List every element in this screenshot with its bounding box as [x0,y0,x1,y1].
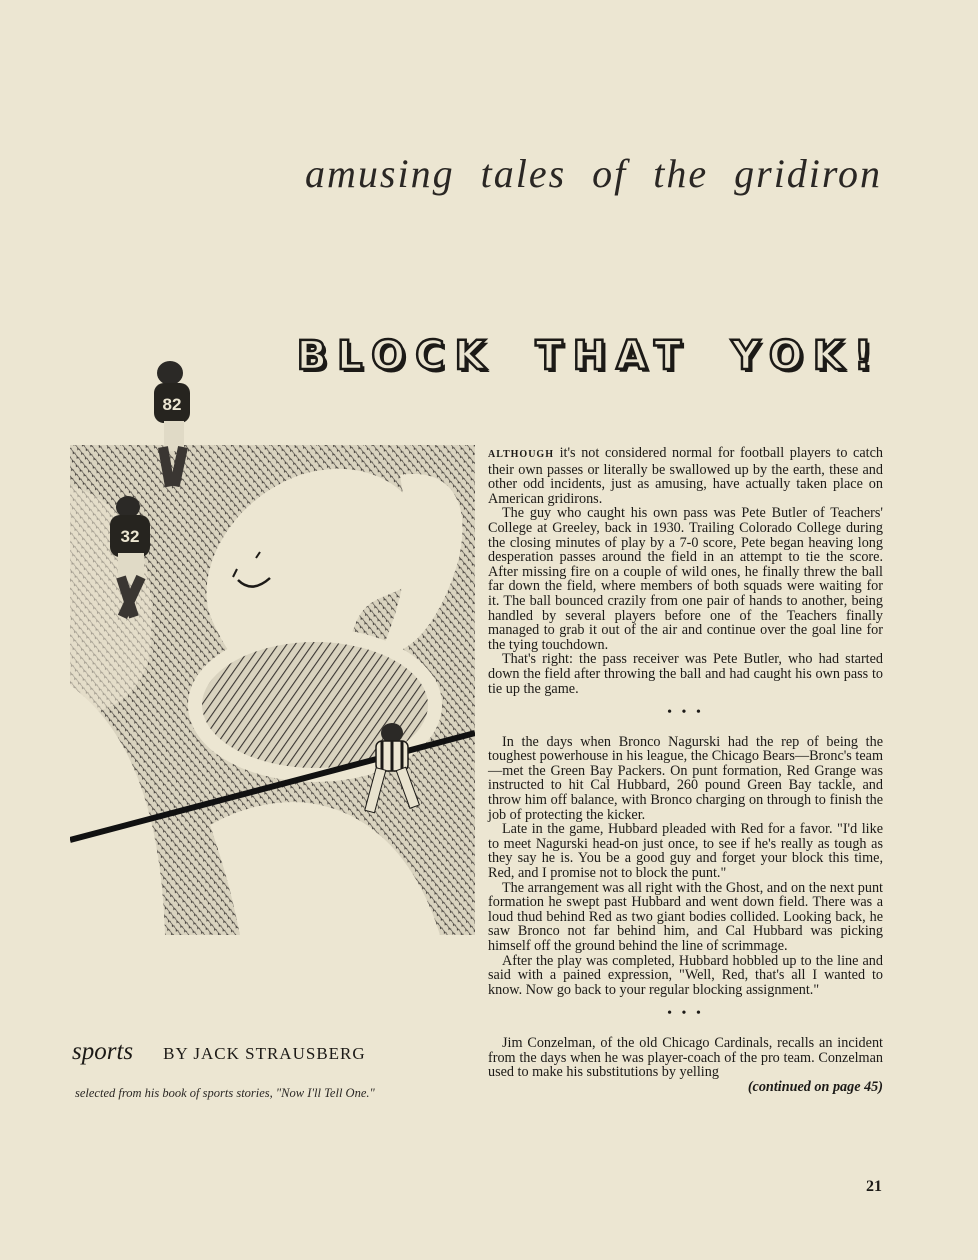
section-separator: • • • [667,705,704,721]
headline: BLOCK THAT YOK! [296,333,882,379]
page-number: 21 [866,1178,882,1195]
player-32-number: 32 [120,527,140,546]
article-paragraph: The arrangement was all right with the Ghost, and on the next punt formation he swept past Hubbard and went down field. There was a loud thud behind Red as two giant bodies collided. Looking back, he saw Bronco not far behind him, and Cal Hubbard was picking himself off the ground behind the line of scrimmage. [488,879,883,954]
section-label: sports [72,1038,134,1065]
article-body [488,446,883,1094]
lead-word: ALTHOUGH [488,449,554,460]
article-paragraph: After the play was completed, Hubbard hobbled up to the line and said with a pained expression, "Well, Red, that's all I wanted to know. Now go back to your regular blocking assignment." [488,952,883,998]
article-paragraph: The guy who caught his own pass was Pete Butler of Teachers' College at Greeley, back in 1930. Trailing Colorado College during the closing minutes of play by a 7-0 score, Pete began heaving long desperation passes around the field in an attempt to tie the score. After missing fire on a couple of wild ones, he finally threw the ball far down the field, where members of both squads were waiting for it. The ball bounced crazily from one pair of hands to another, being handled by several players before one of the Teachers finally managed to grab it out of the air and continue over the goal line for the tying touchdown. [488,505,883,653]
article-paragraph: Jim Conzelman, of the old Chicago Cardinals, recalls an incident from the days when he was player-coach of the pro team. Conzelman used to make his substitutions by yelling [488,1034,883,1081]
article-paragraph: ALTHOUGH it's not considered normal for football players to catch their own passes or literally be swallowed up by the earth, these and other odd incidents, just as amusing, have actually taken place on American gridirons. [488,445,883,507]
section-separator: • • • [667,1006,704,1022]
player-82-number: 82 [162,395,182,414]
article-paragraph: In the days when Bronco Nagurski had the rep of being the toughest powerhouse in his league, the Chicago Bears—Bronc's team—met the Green Bay Packers. On punt formation, Red Grange was instructed to hit Cal Hubbard, 260 pound Green Bay tackle, and throw him off balance, with Bronco charging on through to finish the job of protecting the kicker. [488,733,883,823]
continued-note: (continued on page 45) [747,1078,883,1095]
source-note: selected from his book of sports stories, "Now I'll Tell One." [75,1086,375,1100]
article-paragraph: Late in the game, Hubbard pleaded with Red for a favor. "I'd like to meet Nagurski head-on just once, to see if he's really as tough as they say he is. You be a good guy and forget your block this time, Red, and I promise not to block the punt." [488,821,883,882]
byline: BY JACK STRAUSBERG [163,1044,366,1063]
byline-row [72,1038,366,1066]
article-paragraph: That's right: the pass receiver was Pete Butler, who had started down the field after throwing the ball and had caught his own pass to tie up the game. [488,651,883,697]
kicker-title: amusing tales of the gridiron [305,151,882,196]
football-illustration [70,355,475,935]
